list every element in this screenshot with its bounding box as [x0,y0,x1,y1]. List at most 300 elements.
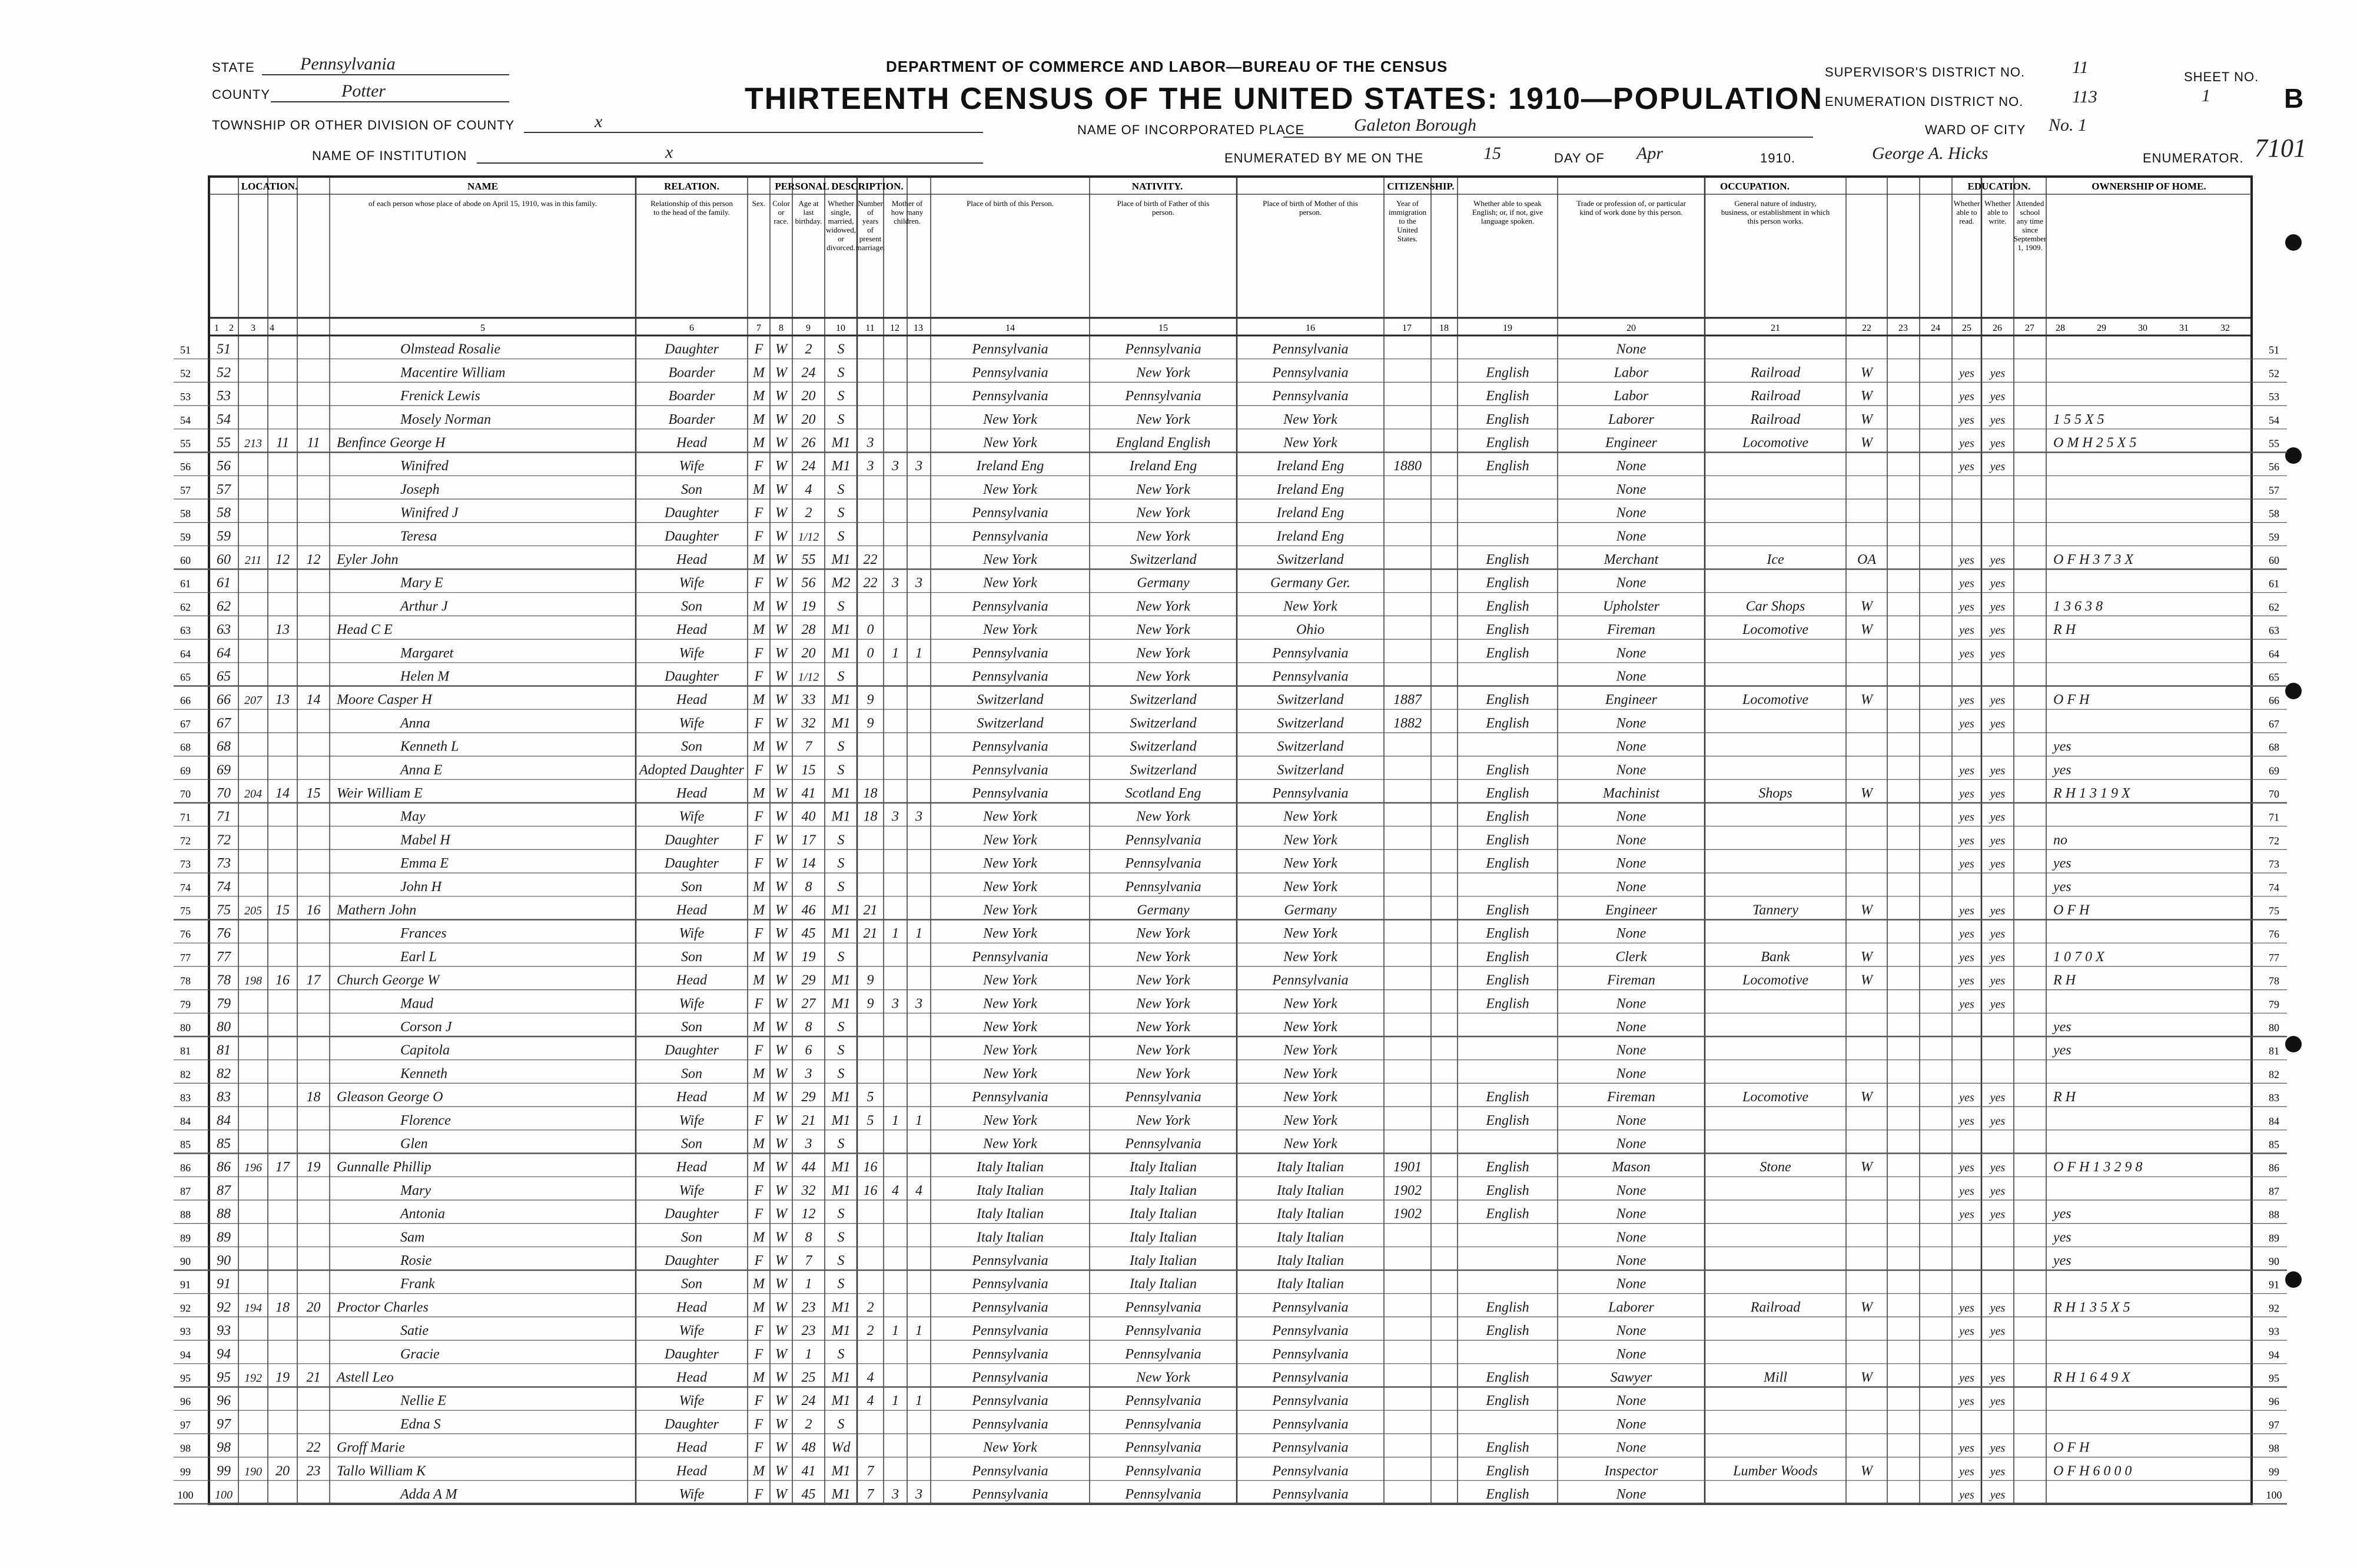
cell-col: W [775,459,787,474]
row-number: 81 [180,1045,191,1057]
column-header-line: Year of [1396,199,1419,208]
cell-n: 59 [217,529,231,544]
row-number-right: 53 [2269,391,2279,403]
cell-age: 1/12 [798,670,819,684]
group-header: CITIZENSHIP. [1387,181,1455,192]
cell-mbp: Switzerland [1277,715,1344,731]
row-number-right: 88 [2269,1208,2279,1221]
cell-r: yes [1959,1395,1974,1408]
institution-value: x [665,142,673,162]
cell-ch: 3 [892,1487,899,1502]
cell-name: Mabel H [400,832,450,848]
cell-col: W [775,481,787,497]
cell-occ: None [1616,1393,1646,1409]
cell-eng: English [1486,599,1529,614]
cell-emp: OA [1857,552,1876,567]
column-number: 28 [2056,323,2065,333]
cell-n: 77 [217,949,231,965]
cell-fbp: England English [1116,435,1211,451]
cell-col: W [775,1487,787,1502]
cell-r: yes [1959,1465,1974,1479]
cell-emp: W [1861,972,1873,988]
cell-eng: English [1486,715,1529,731]
cell-mbp: Pennsylvania [1272,972,1349,988]
cell-yrs: 9 [867,972,874,988]
cell-r: yes [1959,764,1974,778]
cell-emp: W [1861,1160,1873,1175]
cell-w: yes [1990,1091,2006,1105]
cell-fbp: Switzerland [1130,739,1197,755]
cell-ms: S [837,856,845,872]
cell-occ: Fireman [1607,972,1655,988]
cell-age: 1 [805,1276,812,1292]
cell-ms: S [837,1066,845,1082]
cell-sex: F [754,856,763,872]
cell-name: Florence [400,1112,451,1128]
cell-name: Eyler John [337,552,399,567]
state-value: Pennsylvania [300,54,396,74]
cell-w: yes [1990,1301,2006,1315]
cell-mbp: New York [1283,1066,1337,1082]
cell-sex: M [753,1089,765,1105]
cell-age: 20 [801,388,816,404]
cell-ch2: 3 [915,1487,922,1502]
cell-age: 1 [805,1346,812,1362]
cell-sex: F [754,1182,763,1198]
cell-w: yes [1990,413,2006,427]
column-number: 9 [806,323,811,333]
cell-occ: None [1616,996,1646,1012]
row-number-right: 93 [2269,1326,2279,1338]
cell-mbp: Germany Ger. [1270,575,1350,591]
cell-n: 68 [217,739,231,755]
cell-yrs: 22 [863,552,878,567]
cell-ms: M1 [831,435,851,451]
cell-age: 45 [801,926,816,942]
cell-ms: S [837,762,845,778]
row-number: 89 [180,1232,191,1244]
cell-age: 8 [805,1230,812,1245]
cell-fam: 20 [306,1300,321,1315]
cell-col: W [775,832,787,848]
cell-mbp: Switzerland [1277,762,1344,778]
cell-name: Margaret [400,645,454,661]
cell-bp: New York [983,552,1037,567]
cell-rel: Wife [679,715,705,731]
cell-n: 95 [217,1370,231,1386]
cell-ms: M1 [831,1112,851,1128]
cell-n: 67 [217,715,231,731]
cell-w: yes [1990,1184,2006,1198]
cell-fbp: Germany [1137,575,1190,591]
cell-fam: 18 [306,1089,321,1105]
cell-eng: English [1486,645,1529,661]
cell-age: 40 [801,809,816,825]
row-number-right: 62 [2269,601,2279,613]
cell-f: 11 [275,435,290,451]
cell-yrs: 9 [867,996,874,1012]
cell-fbp: Pennsylvania [1125,1487,1201,1502]
cell-ch2: 1 [915,645,922,661]
cell-rel: Head [676,1160,707,1175]
cell-n: 72 [217,832,231,848]
cell-ms: M1 [831,552,851,567]
column-header-line: of [867,208,874,217]
column-number: 4 [270,323,274,333]
cell-yrs: 21 [863,926,878,942]
row-number-right: 72 [2269,835,2279,847]
cell-rel: Head [676,1370,707,1386]
cell-ms: M1 [831,1463,851,1479]
cell-rel: Wife [679,1393,705,1409]
cell-sex: M [753,972,765,988]
cell-w: yes [1990,367,2006,380]
cell-yrs: 22 [863,575,878,591]
column-number: 10 [836,323,845,333]
column-number: 12 [890,323,899,333]
cell-sex: M [753,786,765,801]
cell-occ: None [1616,762,1646,778]
cell-col: W [775,365,787,381]
cell-n: 53 [217,388,231,404]
cell-mbp: New York [1283,856,1337,872]
cell-mbp: Switzerland [1277,739,1344,755]
column-header-line: Color [772,199,790,208]
row-number: 97 [180,1418,191,1431]
cell-ms: M1 [831,1370,851,1386]
cell-n: 52 [217,365,231,381]
cell-r: yes [1959,600,1974,614]
cell-yrs: 5 [867,1112,874,1128]
column-header-line: General nature of industry, [1734,199,1817,208]
cell-d: 196 [244,1161,262,1175]
cell-occ: None [1616,575,1646,591]
cell-bp: Pennsylvania [972,388,1048,404]
cell-w: yes [1990,858,2006,871]
cell-rel: Daughter [665,505,719,521]
cell-eng: English [1486,1463,1529,1479]
stamp-number: 7101 [2255,134,2306,162]
row-number: 84 [180,1115,191,1127]
cell-fbp: Germany [1137,902,1190,918]
cell-col: W [775,1136,787,1152]
column-header-line: Whether [828,199,854,208]
cell-rel: Head [676,1440,707,1456]
cell-rel: Head [676,902,707,918]
cell-ms: S [837,832,845,848]
cell-eng: English [1486,902,1529,918]
cell-ms: S [837,949,845,965]
cell-rel: Daughter [665,669,719,685]
cell-name: Gunnalle Phillip [337,1160,431,1175]
column-header [2014,199,2047,252]
column-header [967,199,1054,208]
cell-w: yes [1990,390,2006,404]
row-number: 87 [180,1185,191,1197]
column-header [856,199,885,252]
cell-ms: M1 [831,1182,851,1198]
cell-rel: Daughter [665,1346,719,1362]
cell-fbp: Pennsylvania [1125,879,1201,895]
cell-w: yes [1990,717,2006,730]
row-number: 55 [180,437,191,450]
cell-eng: English [1486,762,1529,778]
column-header [752,199,766,208]
cell-bp: Pennsylvania [972,949,1048,965]
column-header-line: or [838,234,844,243]
cell-rel: Head [676,622,707,638]
cell-n: 99 [217,1463,231,1479]
cell-sex: M [753,411,765,427]
column-header-line: Place of birth of this Person. [966,199,1054,208]
cell-rel: Son [681,739,702,755]
cell-sex: M [753,692,765,708]
cell-rel: Wife [679,926,705,942]
cell-age: 23 [801,1323,816,1339]
cell-col: W [775,599,787,614]
column-header-line: Whether [1953,199,1980,208]
state-label: STATE [212,60,255,75]
cell-fam: 23 [306,1463,321,1479]
cell-name: Groff Marie [337,1440,405,1456]
cell-col: W [775,762,787,778]
cell-bp: New York [983,879,1037,895]
cell-sex: F [754,459,763,474]
cell-col: W [775,972,787,988]
cell-rel: Wife [679,1323,705,1339]
cell-ind: Locomotive [1742,1089,1808,1105]
column-header-line: Trade or profession of, or particular [1576,199,1686,208]
cell-sex: M [753,599,765,614]
cell-rel: Son [681,1136,702,1152]
enumerated-label: ENUMERATED BY ME ON THE [1224,151,1424,165]
column-header-line: years [862,217,879,225]
cell-r: yes [1959,554,1974,567]
cell-eng: English [1486,926,1529,942]
cell-eng: English [1486,1440,1529,1456]
cell-ind: Locomotive [1742,435,1808,451]
row-number-right: 58 [2269,507,2279,520]
cell-occ: None [1616,459,1646,474]
cell-f: 19 [275,1370,290,1386]
cell-mbp: New York [1283,1089,1337,1105]
cell-sex: M [753,481,765,497]
cell-emp: W [1861,1370,1873,1386]
cell-yrs: 21 [863,902,878,918]
cell-age: 45 [801,1487,816,1502]
cell-f: 16 [275,972,290,988]
cell-col: W [775,1230,787,1245]
cell-fbp: Pennsylvania [1125,832,1201,848]
row-number: 96 [180,1396,191,1408]
cell-n: 96 [217,1393,231,1409]
cell-w: yes [1990,1114,2006,1128]
cell-w: yes [1990,998,2006,1011]
cell-emp: W [1861,949,1873,965]
cell-col: W [775,435,787,451]
cell-sex: F [754,575,763,591]
cell-age: 20 [801,411,816,427]
column-number: 1 [214,323,219,333]
column-header-line: Whether able to speak [1473,199,1542,208]
cell-r: yes [1959,1371,1974,1385]
cell-fbp: New York [1136,669,1190,685]
cell-occ: None [1616,1487,1646,1502]
row-number-right: 57 [2269,484,2279,496]
row-number: 85 [180,1138,191,1151]
cell-age: 7 [805,1253,812,1268]
cell-age: 14 [801,856,816,872]
column-number: 16 [1306,323,1315,333]
cell-fam: 16 [306,902,321,918]
column-header-line: Place of birth of Mother of this [1263,199,1358,208]
cell-rel: Daughter [665,1042,719,1058]
cell-name: Olmstead Rosalie [400,341,500,357]
row-number-right: 76 [2269,928,2279,941]
cell-col: W [775,949,787,965]
cell-occ: None [1616,1182,1646,1198]
cell-sex: M [753,388,765,404]
cell-imm: 1880 [1393,459,1422,474]
cell-age: 23 [801,1300,816,1315]
cell-ind: Bank [1761,949,1790,965]
cell-col: W [775,786,787,801]
cell-own: yes [2053,762,2071,778]
cell-ch2: 3 [915,996,922,1012]
cell-emp: W [1861,411,1873,427]
cell-mbp: Pennsylvania [1272,1440,1349,1456]
cell-ch2: 3 [915,459,922,474]
row-number: 66 [180,695,191,707]
cell-bp: New York [983,996,1037,1012]
cell-age: 27 [801,996,816,1012]
cell-ms: S [837,365,845,381]
cell-col: W [775,1370,787,1386]
row-number-right: 87 [2269,1185,2279,1197]
cell-sex: M [753,552,765,567]
column-header-line: English; or, if not, give [1472,208,1543,217]
cell-ms: M1 [831,715,851,731]
row-number-right: 90 [2269,1255,2279,1267]
cell-age: 3 [805,1066,812,1082]
cell-col: W [775,692,787,708]
cell-n: 61 [217,575,231,591]
cell-age: 26 [801,435,816,451]
column-number: 2 [229,323,234,333]
group-header: OCCUPATION. [1720,181,1790,192]
cell-emp: W [1861,1089,1873,1105]
cell-mbp: Italy Italian [1277,1253,1344,1268]
column-header-line: business, or establishment in which [1721,208,1830,217]
incorporated-label: NAME OF INCORPORATED PLACE [1077,122,1305,137]
column-number: 19 [1503,323,1512,333]
cell-yrs: 4 [867,1370,874,1386]
cell-mbp: New York [1283,435,1337,451]
cell-emp: W [1861,388,1873,404]
row-number: 73 [180,858,191,871]
cell-bp: Pennsylvania [972,1253,1048,1268]
cell-name: Antonia [400,1206,445,1222]
cell-fbp: Italy Italian [1130,1253,1197,1268]
cell-ch: 1 [892,1393,899,1409]
cell-col: W [775,856,787,872]
cell-fbp: New York [1136,926,1190,942]
cell-rel: Daughter [665,341,719,357]
cell-occ: None [1616,1206,1646,1222]
cell-ms: S [837,739,845,755]
cell-r: yes [1959,390,1974,404]
county-value: Potter [341,81,386,101]
column-header-line: United [1397,225,1418,234]
cell-ms: M1 [831,1089,851,1105]
cell-r: yes [1959,1091,1974,1105]
cell-emp: W [1861,365,1873,381]
cell-mbp: New York [1283,1019,1337,1035]
column-number: 20 [1626,323,1636,333]
cell-mbp: Pennsylvania [1272,1393,1349,1409]
row-number: 100 [177,1489,194,1501]
cell-sex: M [753,902,765,918]
cell-eng: English [1486,1089,1529,1105]
row-number-right: 81 [2269,1045,2279,1057]
cell-yrs: 7 [867,1487,874,1502]
row-number: 75 [180,905,191,917]
column-number: 29 [2097,323,2106,333]
cell-age: 24 [801,459,816,474]
column-header [650,199,733,217]
cell-mbp: Pennsylvania [1272,365,1349,381]
row-number-right: 97 [2269,1418,2279,1431]
cell-mbp: Ireland Eng [1276,459,1345,474]
cell-n: 65 [217,669,231,685]
cell-name: Macentire William [400,365,506,381]
supervisor-value: 11 [2072,58,2089,77]
row-number: 88 [180,1208,191,1221]
cell-w: yes [1990,788,2006,800]
county-label: COUNTY [212,87,270,102]
row-number-right: 67 [2269,717,2279,730]
cell-ch2: 3 [915,575,922,591]
row-number-right: 61 [2269,577,2279,590]
row-number: 63 [180,624,191,637]
cell-occ: None [1616,739,1646,755]
cell-col: W [775,1042,787,1058]
cell-ms: S [837,388,845,404]
column-header-line: Relationship of this person [650,199,733,208]
row-number: 82 [180,1068,191,1081]
cell-occ: Inspector [1604,1463,1658,1479]
column-header-line: any time [2016,217,2044,225]
cell-name: Arthur J [400,599,448,614]
cell-occ: Machinist [1603,786,1659,801]
cell-f: 13 [275,622,290,638]
cell-fbp: Ireland Eng [1129,459,1197,474]
cell-fbp: Pennsylvania [1125,1323,1201,1339]
cell-n: 56 [217,459,231,474]
cell-rel: Son [681,1276,702,1292]
cell-fbp: New York [1136,645,1190,661]
cell-occ: None [1616,1019,1646,1035]
cell-name: Mathern John [337,902,417,918]
cell-occ: None [1616,856,1646,872]
cell-sex: M [753,949,765,965]
cell-age: 2 [805,505,812,521]
cell-r: yes [1959,951,1974,964]
cell-ind: Railroad [1750,411,1801,427]
row-number: 93 [180,1326,191,1338]
cell-fbp: Pennsylvania [1125,1346,1201,1362]
column-header [1263,199,1358,217]
